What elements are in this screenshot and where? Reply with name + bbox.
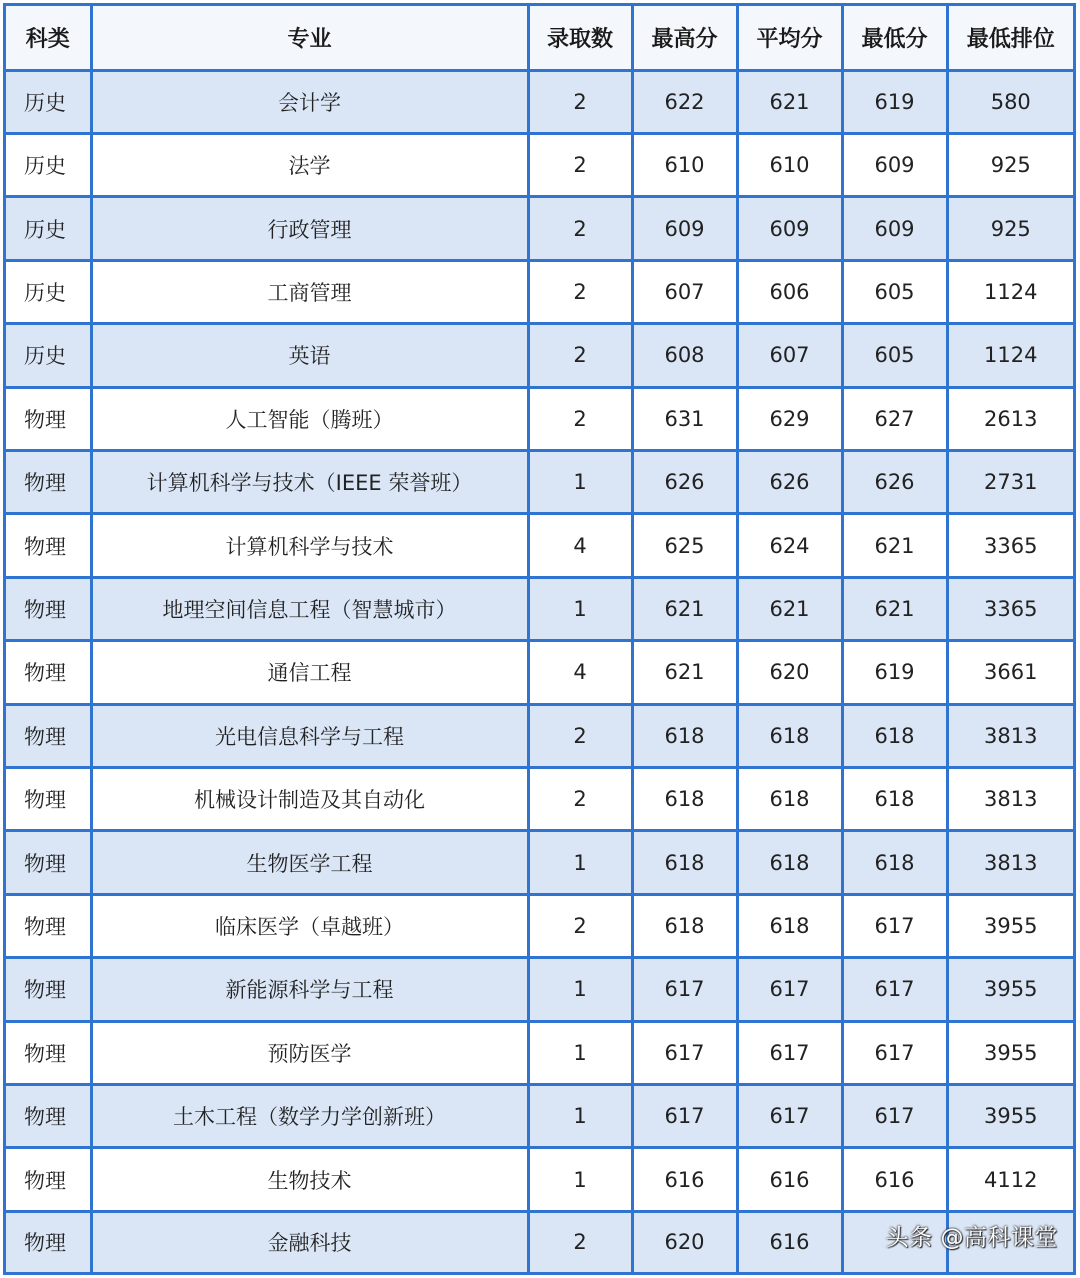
table-header-row (6, 6, 1073, 70)
table-body (6, 70, 1073, 1272)
cell-major: 临床医学（卓越班） (91, 894, 528, 957)
cell-max-score: 621 (632, 641, 737, 704)
cell-admitted-count: 2 (528, 197, 632, 260)
cell-min-rank: 925 (947, 133, 1073, 196)
cell-min-score: 626 (842, 450, 947, 513)
cell-subject: 物理 (6, 514, 91, 577)
cell-major: 土木工程（数学力学创新班） (91, 1085, 528, 1148)
cell-min-score: 617 (842, 958, 947, 1021)
cell-min-score: 618 (842, 767, 947, 830)
admission-scores-table (6, 6, 1073, 1272)
cell-major: 金融科技 (91, 1211, 528, 1272)
cell-major: 地理空间信息工程（智慧城市） (91, 577, 528, 640)
cell-avg-score: 617 (737, 958, 842, 1021)
cell-major: 计算机科学与技术 (91, 514, 528, 577)
cell-admitted-count: 2 (528, 894, 632, 957)
cell-admitted-count: 4 (528, 641, 632, 704)
cell-min-score: 619 (842, 641, 947, 704)
table-row (6, 958, 1073, 1021)
cell-min-score: 627 (842, 387, 947, 450)
cell-min-rank: 3955 (947, 1085, 1073, 1148)
cell-avg-score: 616 (737, 1211, 842, 1272)
cell-admitted-count: 1 (528, 1148, 632, 1211)
cell-min-score: 618 (842, 704, 947, 767)
cell-major: 生物医学工程 (91, 831, 528, 894)
cell-subject: 物理 (6, 767, 91, 830)
cell-min-score: 605 (842, 260, 947, 323)
cell-subject: 物理 (6, 894, 91, 957)
cell-subject: 物理 (6, 958, 91, 1021)
cell-min-rank: 4112 (947, 1148, 1073, 1211)
cell-avg-score: 618 (737, 894, 842, 957)
table-row (6, 70, 1073, 133)
cell-avg-score: 620 (737, 641, 842, 704)
cell-major: 会计学 (91, 70, 528, 133)
cell-min-rank: 1124 (947, 324, 1073, 387)
cell-avg-score: 616 (737, 1148, 842, 1211)
cell-max-score: 608 (632, 324, 737, 387)
cell-subject: 历史 (6, 197, 91, 260)
cell-min-rank: 2731 (947, 450, 1073, 513)
header-max-score: 最高分 (632, 6, 737, 70)
table-row (6, 1021, 1073, 1084)
cell-max-score: 618 (632, 831, 737, 894)
cell-subject: 物理 (6, 577, 91, 640)
cell-subject: 历史 (6, 70, 91, 133)
cell-min-rank: 580 (947, 70, 1073, 133)
cell-min-score: 605 (842, 324, 947, 387)
cell-subject: 历史 (6, 260, 91, 323)
cell-avg-score: 618 (737, 704, 842, 767)
watermark: 头条 @高科课堂 (885, 1225, 1058, 1251)
table-row (6, 133, 1073, 196)
cell-max-score: 622 (632, 70, 737, 133)
cell-max-score: 616 (632, 1148, 737, 1211)
cell-admitted-count: 2 (528, 260, 632, 323)
cell-subject: 物理 (6, 641, 91, 704)
cell-major: 机械设计制造及其自动化 (91, 767, 528, 830)
table-row (6, 197, 1073, 260)
cell-admitted-count: 2 (528, 133, 632, 196)
table-row (6, 894, 1073, 957)
cell-subject: 物理 (6, 387, 91, 450)
cell-admitted-count: 1 (528, 450, 632, 513)
table-row (6, 767, 1073, 830)
cell-min-rank: 3661 (947, 641, 1073, 704)
cell-min-score: 617 (842, 1085, 947, 1148)
cell-major: 英语 (91, 324, 528, 387)
cell-min-rank: 3813 (947, 831, 1073, 894)
cell-max-score: 621 (632, 577, 737, 640)
cell-min-score: 618 (842, 831, 947, 894)
admission-table-container (3, 3, 1076, 1275)
cell-subject: 物理 (6, 1085, 91, 1148)
cell-min-rank: 3813 (947, 704, 1073, 767)
cell-subject: 物理 (6, 1211, 91, 1272)
cell-max-score: 618 (632, 767, 737, 830)
table-row (6, 260, 1073, 323)
cell-min-rank: 3365 (947, 577, 1073, 640)
cell-min-rank: 3955 (947, 1021, 1073, 1084)
cell-avg-score: 618 (737, 767, 842, 830)
cell-min-rank: 3955 (947, 958, 1073, 1021)
cell-min-rank: 3955 (947, 894, 1073, 957)
cell-avg-score: 617 (737, 1085, 842, 1148)
cell-major: 新能源科学与工程 (91, 958, 528, 1021)
cell-max-score: 610 (632, 133, 737, 196)
cell-avg-score: 606 (737, 260, 842, 323)
cell-max-score: 617 (632, 1085, 737, 1148)
table-row (6, 704, 1073, 767)
cell-admitted-count: 2 (528, 1211, 632, 1272)
cell-min-score: 617 (842, 894, 947, 957)
cell-avg-score: 626 (737, 450, 842, 513)
cell-major: 预防医学 (91, 1021, 528, 1084)
cell-avg-score: 629 (737, 387, 842, 450)
cell-max-score: 625 (632, 514, 737, 577)
cell-subject: 物理 (6, 704, 91, 767)
cell-admitted-count: 2 (528, 324, 632, 387)
cell-min-rank: 925 (947, 197, 1073, 260)
table-row (6, 831, 1073, 894)
cell-max-score: 617 (632, 958, 737, 1021)
cell-admitted-count: 4 (528, 514, 632, 577)
cell-major: 通信工程 (91, 641, 528, 704)
cell-min-rank: 3813 (947, 767, 1073, 830)
cell-min-score: 609 (842, 133, 947, 196)
cell-avg-score: 621 (737, 70, 842, 133)
cell-admitted-count: 2 (528, 387, 632, 450)
cell-min-rank: 2613 (947, 387, 1073, 450)
cell-avg-score: 617 (737, 1021, 842, 1084)
cell-admitted-count: 1 (528, 958, 632, 1021)
cell-major: 光电信息科学与工程 (91, 704, 528, 767)
cell-max-score: 626 (632, 450, 737, 513)
cell-avg-score: 609 (737, 197, 842, 260)
header-major: 专业 (91, 6, 528, 70)
table-row (6, 641, 1073, 704)
cell-admitted-count: 2 (528, 704, 632, 767)
table-row (6, 324, 1073, 387)
table-row (6, 514, 1073, 577)
cell-major: 人工智能（腾班） (91, 387, 528, 450)
table-row (6, 1085, 1073, 1148)
cell-min-score: 621 (842, 577, 947, 640)
cell-subject: 物理 (6, 1021, 91, 1084)
cell-admitted-count: 1 (528, 577, 632, 640)
cell-avg-score: 621 (737, 577, 842, 640)
cell-min-rank: 1124 (947, 260, 1073, 323)
cell-max-score: 631 (632, 387, 737, 450)
cell-avg-score: 610 (737, 133, 842, 196)
cell-max-score: 618 (632, 704, 737, 767)
cell-avg-score: 618 (737, 831, 842, 894)
table-row (6, 387, 1073, 450)
cell-major: 生物技术 (91, 1148, 528, 1211)
cell-admitted-count: 1 (528, 1021, 632, 1084)
table-row (6, 450, 1073, 513)
cell-avg-score: 624 (737, 514, 842, 577)
cell-major: 工商管理 (91, 260, 528, 323)
cell-subject: 历史 (6, 133, 91, 196)
cell-max-score: 620 (632, 1211, 737, 1272)
header-subject: 科类 (6, 6, 91, 70)
cell-admitted-count: 1 (528, 831, 632, 894)
cell-avg-score: 607 (737, 324, 842, 387)
table-row (6, 1148, 1073, 1211)
cell-min-score: 621 (842, 514, 947, 577)
cell-major: 法学 (91, 133, 528, 196)
cell-max-score: 607 (632, 260, 737, 323)
header-min-score: 最低分 (842, 6, 947, 70)
header-min-rank: 最低排位 (947, 6, 1073, 70)
header-avg-score: 平均分 (737, 6, 842, 70)
cell-major: 计算机科学与技术（IEEE 荣誉班） (91, 450, 528, 513)
cell-admitted-count: 2 (528, 767, 632, 830)
cell-min-score: 619 (842, 70, 947, 133)
cell-subject: 历史 (6, 324, 91, 387)
table-row (6, 577, 1073, 640)
cell-min-score: 617 (842, 1021, 947, 1084)
cell-subject: 物理 (6, 450, 91, 513)
cell-subject: 物理 (6, 1148, 91, 1211)
cell-min-score: 616 (842, 1148, 947, 1211)
header-admitted-count: 录取数 (528, 6, 632, 70)
cell-min-score: 609 (842, 197, 947, 260)
cell-max-score: 609 (632, 197, 737, 260)
cell-min-rank: 3365 (947, 514, 1073, 577)
cell-subject: 物理 (6, 831, 91, 894)
cell-max-score: 617 (632, 1021, 737, 1084)
cell-major: 行政管理 (91, 197, 528, 260)
cell-admitted-count: 2 (528, 70, 632, 133)
cell-max-score: 618 (632, 894, 737, 957)
cell-admitted-count: 1 (528, 1085, 632, 1148)
